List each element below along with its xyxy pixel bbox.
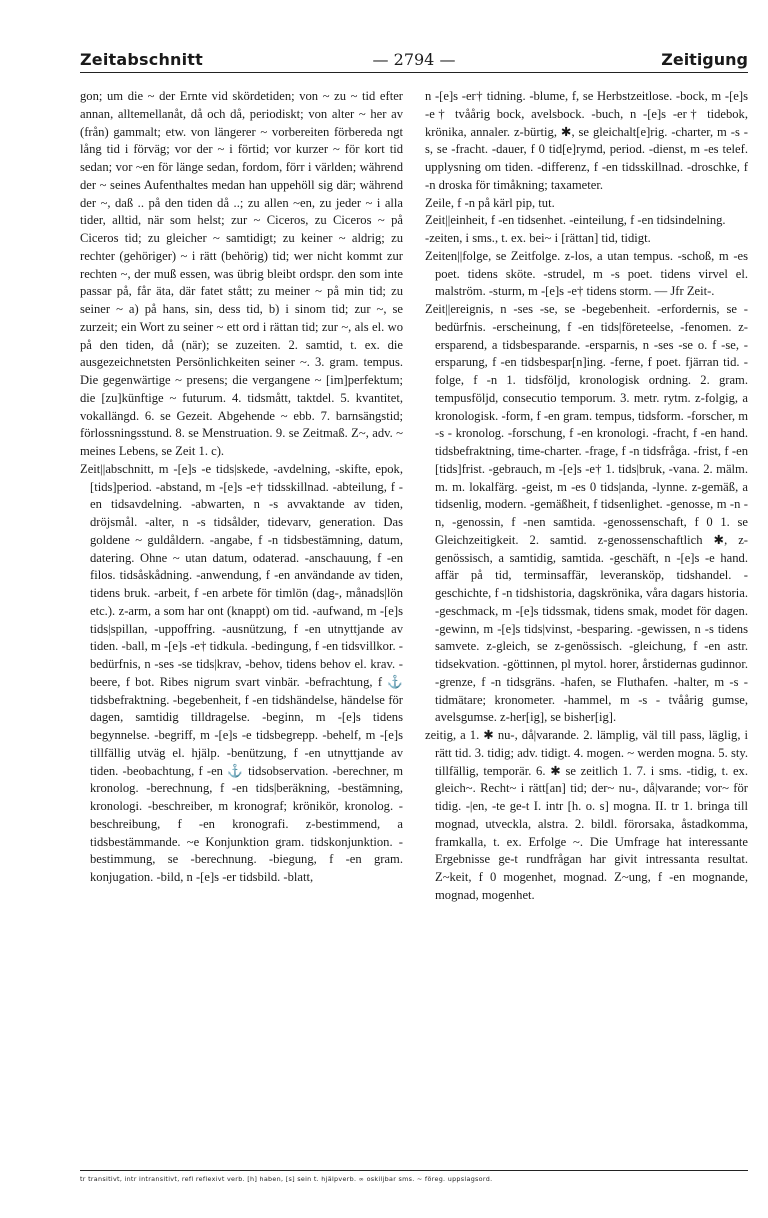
- right-column: [425, 88, 748, 1158]
- entry-paragraph: n -[e]s -er† tidning. -blume, f, se Herbstzeitlose. -bock, m -[e]s -e† tvåårig bock, avelsbock. -buch, n -[e]s -er† tidebok, krönika, annaler. z-bürtig, ✱, se gleichalt[e]rig. -charter, m -s -s, se -fracht. -dauer, f 0 tid[e]rymd, period. -dienst, m -es telef. upplysning om tiden. -differenz, f -en tidsskillnad. -droschke, f -n droska för timåkning; taxameter.: [425, 89, 748, 192]
- header-rule: [80, 72, 748, 73]
- header-last-headword: Zeitigung: [661, 50, 748, 69]
- entry-paragraph: -zeiten, i sms., t. ex. bei~ i [rättan] tid, tidigt.: [425, 231, 651, 245]
- entry-paragraph: Zeile, f -n på kärl pip, tut.: [425, 195, 555, 210]
- entry-paragraph: Zeit||ereignis, n -ses -se, se -begebenheit. -erfordernis, se -bedürfnis. -erscheinung, f -en tids|företeelse, -fenomen. z-ersparend, a tidsbesparande. -ersparnis, n -ses -se o. f -se, -ersparung, f -en tidsbespar[n]ing. -ferne, f poet. fjärran tid. -folge, f -n 1. tidsföljd, kronologisk ordning. 2. gram. tempusföljd, consecutio temporum. 3. metr. rytm. z-folgig, a kronologisk. -form, f -en gram. tempus, tidsform. -forscher, m -s - kronolog. -forschung, f -en kronologi. -fracht, f -en hand. tidsbefraktning, time-charter. -frage, f -n tidsfråga. -frist, f -en [tids]frist. -gebrauch, m -[e]s -e† 1. tids|bruk, -vana. 2. mälm. m. m. lokalfärg. -geist, m -es 0 tids|anda, -lynne. z-gemäß, a tidsenlig, modern. -gemäßheit, f tidsenlighet. -genosse, m -n -n, -genossin, f -nen samtida. -genossenschaft, f 0 1. se Gleichzeitigkeit. 2. samtid. z-genossenschaftlich ✱, z-genössisch, a samtidig, samtida. -geschäft, n -[e]s -e hand. affär på tid, terminsaffär, leveransköp, tidshandel. -geschichte, f -n tidshistoria, dagskrönika, våra dagars historia. -geschmack, m -[e]s tidssmak, tidens smak, modet för dagen. -gewinn, m -[e]s tids|vinst, -besparing. -gewissen, n -s tidens samvete. z-gleich, se z-genössisch. -gleichung, f -en astr. tidsekvation. -göttinnen, pl mytol. horer, årstidernas gudinnor. -grenze, f -n tidsgräns. -hafen, se Fluthafen. -halter, m -s - tidmätare; kronometer. -hammel, m -s - tvåårig gumse, avelsgumse. z-her[ig], se bisher[ig].: [425, 302, 748, 725]
- text-columns: [80, 88, 748, 1158]
- dictionary-page: [80, 48, 748, 1188]
- entry-paragraph: Zeiten||folge, se Zeitfolge. z-los, a utan tempus. -schoß, m -es poet. tidens sköte. -strudel, m -s poet. tidens virvel el. malström. -sturm, m -[e]s -e† tidens storm. — Jfr Zeit-.: [425, 248, 748, 299]
- left-column: [80, 88, 403, 1158]
- entry-paragraph: gon; um die ~ der Ernte vid skördetiden; von ~ zu ~ tid efter annan, alltemellanåt, då och då, periodiskt; von alter ~ her av (från) gammalt; etw. von längerer ~ vorbereiten förbereda ngt lång tid i förväg; vor der ~ i förtid; vor kurzer ~ för kort tid sedan; vor ~en för länge sedan, fordom, förr i världen; während der ~ seines Aufenthaltes medan han uppehöll sig där; während der ~, daß .. på den tiden då ..; zu allen ~en, zu jeder ~ i alla tider, alltid, när som helst; zur ~ Ciceros, zu Ciceros ~ på Ciceros tid; zu gleicher ~ samtidigt; zu keiner ~ aldrig; zu rechter (gehöriger) ~ i rätt (behörig) tid; wer nicht kommt zur rechten ~, der muß essen, was übrig bleibt ordspr. den som inte passar på, får äta, där fatet stått; zu meiner ~ på min tid; zu seiner ~ a) på hans, sin, dess tid, b) i sinom tid; zur ~, se zurzeit; ein Wort zu seiner ~ ett ord i rättan tid; zur ~, als el. wo på den tiden, då (när); se zuzeiten. 2. samtid, t. ex. die ausgezeichnetsten Persönlichkeiten seiner ~. 3. gram. tempus. Die gegenwärtige ~ presens; die vergangene ~ [im]perfektum; die [zu]künftige ~ futurum. 4. tidsmått, taktdel. 5. kvantitet, vokallängd. 6. se Gezeit. Abgehende ~ ebb. 7. barnsängstid; förlossningsstund. 8. se Menstruation. 9. se Zeitmaß. Z~, adv. ~ meines Lebens, se Zeit 1. c).: [80, 89, 403, 458]
- page-number: — 2794 —: [372, 50, 456, 69]
- entry-paragraph: zeitig, a 1. ✱ nu-, då|varande. 2. lämplig, väl till pass, läglig, i rätt tid. 3. tidig; adv. tidigt. 4. mogen. ~ werden mogna. 5. sty. tillfällig, temporär. 6. ✱ se zeitlich 1. 7. i sms. -tidig, t. ex. gleich~. Recht~ i rätt[an] tid; der~ nu-, då|varande; vor~ för tidig. -|en, -te ge-t I. intr [h. o. s] mogna. II. tr 1. bringa till mognad, utveckla, alstra. 2. bildl. förorsaka, åstadkomma, framkalla, t. ex. Erfolge ~. Die Umfrage hat interessante Ergebnisse ge-t rundfrågan har givit intressanta resultat. Z~keit, f 0 mogenhet, mognad. Z~ung, f -en mognande, mognad, mogenhet.: [425, 728, 748, 902]
- page-header: [80, 48, 748, 78]
- entry-paragraph: Zeit||abschnitt, m -[e]s -e tids|skede, -avdelning, -skifte, epok, [tids]period. -abstand, m -[e]s -e† tidsskillnad. -abteilung, f -en tidsavdelning. -abwarten, n -s avvaktande av tiden, dröjsmål. -alter, n -s tidsålder, tidevarv, generation. Das goldene ~ guldåldern. -angabe, f -n tidsbestämning, datum, datering. Ohne ~ utan datum, odaterad. -anschauung, f -en filos. tidsåskådning. -anwendung, f -en användande av tiden, tidens bruk. -arbeit, f -en arbete för timlön (dag-, månads|lön etc.). z-arm, a som har ont (knappt) om tid. -aufwand, m -[e]s tids|spillan, -uppoffring. -ausnützung, f -en utnyttjande av tiden. -ball, m -[e]s -e† tidkula. -bedingung, f -en tidsvillkor. -bedürfnis, n -ses -se tids|krav, -behov, tidens behov el. krav. -beere, f bot. Ribes nigrum svart vinbär. -befrachtung, f ⚓ tidsbefraktning. -begebenheit, f -en tidshändelse, händelse för dagen, samtidig tilldragelse. -beginn, m -[e]s tidens begynnelse. -begriff, m -[e]s -e tidsbegrepp. -behelf, m -[e]s tillfällig utväg el. hjälp. -benützung, f -en utnyttjande av tiden. -beobachtung, f -en ⚓ tidsobservation. -berechner, m kronolog. -berechnung, f -en tids|beräkning, -bestämning, kronologi. -beschreiber, m kronograf; krönikör, kronolog. -beschreibung, f -en kronografi. z-bestimmend, a tidsbestämmande. ~e Konjunktion gram. tidskonjunktion. -bestimmung, se -berechnung. -biegung, f -en gram. konjugation. -bild, n -[e]s -er tidsbild. -blatt,: [80, 461, 403, 884]
- abbreviation-footer: tr transitivt, intr intransitivt, refl reflexivt verb. [h] haben, [s] sein t. hjälpverb. ∞ oskiljbar sms. ~ föreg. uppslagsord.: [80, 1170, 748, 1183]
- entry-paragraph: Zeit||einheit, f -en tidsenhet. -einteilung, f -en tidsindelning.: [425, 213, 726, 228]
- header-first-headword: Zeitabschnitt: [80, 50, 204, 69]
